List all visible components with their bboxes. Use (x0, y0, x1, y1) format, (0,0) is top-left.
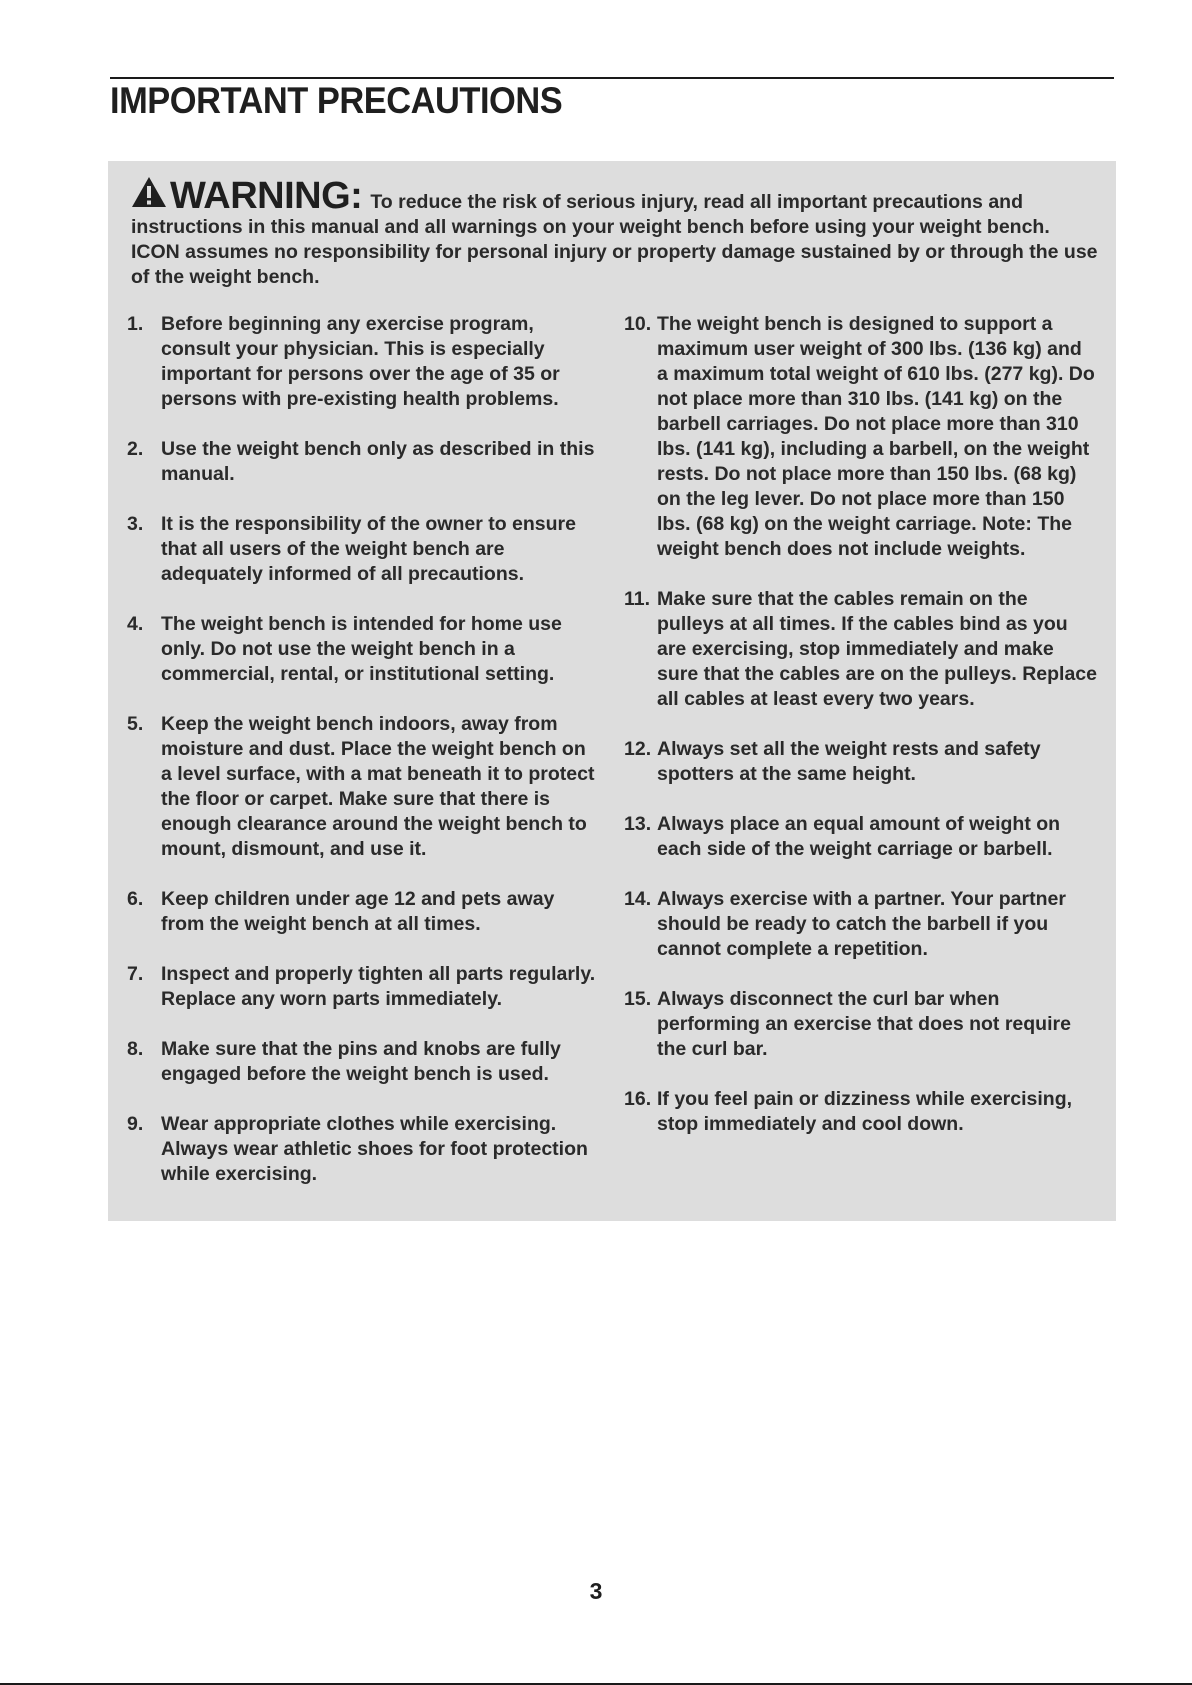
precaution-number: 16. (624, 1088, 652, 1110)
warning-heading (131, 175, 363, 217)
precaution-item (127, 612, 599, 687)
warning-triangle-icon (131, 176, 167, 208)
precaution-item (127, 512, 599, 587)
precaution-text: Always place an equal amount of weight on each side of the weight carriage or barbell. (657, 813, 1061, 860)
precaution-number: 15. (624, 988, 652, 1010)
precaution-number: 5. (127, 713, 144, 735)
precaution-number: 3. (127, 513, 144, 535)
precaution-item (624, 737, 1097, 787)
precaution-number: 8. (127, 1038, 144, 1060)
precaution-item (624, 812, 1097, 862)
precaution-number: 4. (127, 613, 144, 635)
precautions-column-left (127, 312, 599, 1212)
precaution-item (127, 437, 599, 487)
warning-text: To reduce the risk of serious injury, read all important precautions and instructions in this manual and all warnings on your weight bench before using your weight bench. ICON assumes no responsibility for personal injury or property damage sustained by or through the use of the weight bench. (131, 191, 1098, 288)
precaution-number: 11. (624, 588, 651, 610)
precaution-number: 7. (127, 963, 144, 985)
precaution-number: 12. (624, 738, 652, 760)
precaution-number: 13. (624, 813, 652, 835)
page-number: 3 (589, 1578, 603, 1604)
precautions-column-right (624, 312, 1097, 1162)
precaution-number: 2. (127, 438, 144, 460)
precaution-text: The weight bench is intended for home use only. Do not use the weight bench in a commercial, rental, or institutional setting. (161, 613, 562, 685)
precaution-number: 1. (127, 313, 144, 335)
precaution-item (127, 962, 599, 1012)
precaution-text: Always set all the weight rests and safety spotters at the same height. (657, 738, 1041, 785)
precaution-text: It is the responsibility of the owner to ensure that all users of the weight bench are adequately informed of all precautions. (161, 513, 576, 585)
precaution-text: Inspect and properly tighten all parts regularly. Replace any worn parts immediately. (161, 963, 596, 1010)
precaution-item (127, 887, 599, 937)
precaution-item (127, 1112, 599, 1187)
precaution-text: Always disconnect the curl bar when performing an exercise that does not require the curl bar. (657, 988, 1071, 1060)
precaution-item (127, 1037, 599, 1087)
precaution-number: 9. (127, 1113, 144, 1135)
warning-label: WARNING: (170, 175, 363, 217)
precaution-text: Before beginning any exercise program, consult your physician. This is especially important for persons over the age of 35 or persons with pre-existing health problems. (161, 313, 560, 410)
precaution-number: 14. (624, 888, 652, 910)
precaution-item (624, 887, 1097, 962)
precaution-text: Make sure that the cables remain on the pulleys at all times. If the cables bind as you are exercising, stop immediately and make sure that the cables are on the pulleys. Replace all cables at least every two years. (657, 588, 1097, 710)
precaution-item (624, 987, 1097, 1062)
precaution-text: The weight bench is designed to support a maximum user weight of 300 lbs. (136 kg) and a maximum total weight of 610 lbs. (277 kg). Do not place more than 310 lbs. (141 kg) on the barbell carriages. Do not place more than 310 lbs. (141 kg), including a barbell, on the weight rests. Do not place more than 150 lbs. (68 kg) on the leg lever. Do not place more than 150 lbs. (68 kg) on the weight carriage. Note: The weight bench does not include weights. (657, 313, 1095, 560)
precaution-text: Wear appropriate clothes while exercising. Always wear athletic shoes for foot protection while exercising. (161, 1113, 588, 1185)
precaution-item (127, 712, 599, 862)
top-rule (110, 77, 1114, 79)
precaution-number: 6. (127, 888, 144, 910)
warning-block (131, 176, 1101, 290)
precaution-item (127, 312, 599, 412)
precaution-text: Make sure that the pins and knobs are fully engaged before the weight bench is used. (161, 1038, 561, 1085)
page-title: IMPORTANT PRECAUTIONS (110, 80, 563, 121)
precaution-item (624, 587, 1097, 712)
precaution-text: If you feel pain or dizziness while exercising, stop immediately and cool down. (657, 1088, 1073, 1135)
precaution-text: Always exercise with a partner. Your partner should be ready to catch the barbell if you cannot complete a repetition. (657, 888, 1066, 960)
precaution-number: 10. (624, 313, 652, 335)
precaution-text: Keep children under age 12 and pets away from the weight bench at all times. (161, 888, 555, 935)
precaution-text: Keep the weight bench indoors, away from moisture and dust. Place the weight bench on a level surface, with a mat beneath it to protect the floor or carpet. Make sure that there is enough clearance around the weight bench to mount, dismount, and use it. (161, 713, 595, 860)
precaution-text: Use the weight bench only as described in this manual. (161, 438, 595, 485)
precaution-item (624, 1087, 1097, 1137)
precaution-item (624, 312, 1097, 562)
